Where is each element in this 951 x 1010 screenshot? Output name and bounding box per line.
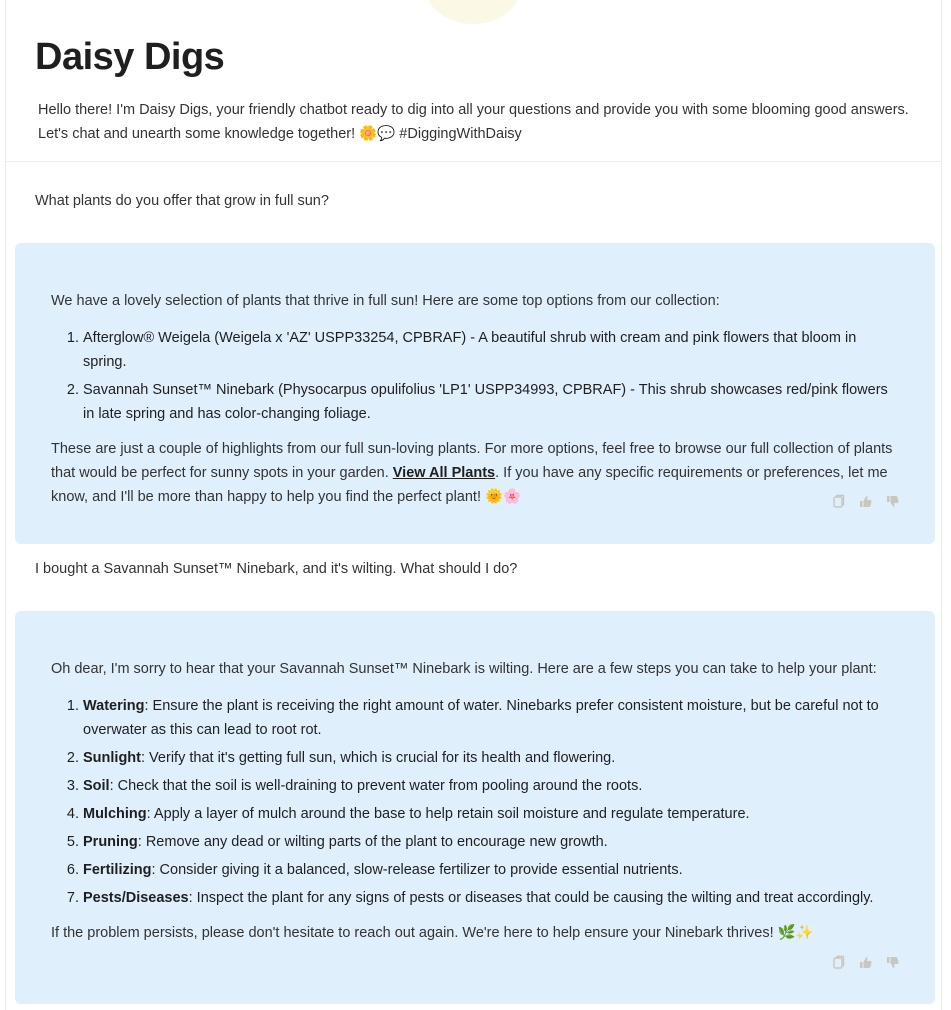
list-item: 2. Sunlight: Verify that it's getting full sun, which is crucial for its health and flowering.: [83, 746, 899, 770]
list-item: 1. Watering: Ensure the plant is receiving the right amount of water. Ninebarks prefer consistent moisture, but be careful not to overwater as this can lead to root rot.: [83, 694, 899, 742]
user-message: I bought a Savannah Sunset™ Ninebark, and it's wilting. What should I do?: [35, 561, 518, 577]
user-message: What plants do you offer that grow in full sun?: [35, 193, 329, 209]
thumbs-up-icon[interactable]: [859, 495, 872, 508]
header-divider: [6, 161, 942, 162]
copy-icon[interactable]: [833, 494, 845, 508]
intro-text: Hello there! I'm Daisy Digs, your friendly chatbot ready to dig into all your questions and provide you with some blooming good answers. Let's chat and unearth some knowledge together! 🌼💬 #DiggingWithDaisy: [38, 102, 909, 142]
list-item: 1. Afterglow® Weigela (Weigela x 'AZ' USPP33254, CPBRAF) - A beautiful shrub with cream and pink flowers that bloom in spring.: [83, 326, 899, 374]
care-steps-list: [51, 694, 899, 910]
list-item: 2. Savannah Sunset™ Ninebark (Physocarpus opulifolius 'LP1' USPP34993, CPBRAF) - This shrub showcases red/pink flowers in late spring and has color-changing foliage.: [83, 378, 899, 426]
thumbs-up-icon[interactable]: [859, 956, 872, 969]
copy-icon[interactable]: [833, 955, 845, 969]
view-all-plants-link[interactable]: View All Plants: [392, 465, 496, 481]
plant-list: [51, 326, 899, 426]
bot-message-lead: Oh dear, I'm sorry to hear that your Savannah Sunset™ Ninebark is wilting. Here are a few steps you can take to help your plant:: [51, 661, 877, 677]
thumbs-down-icon[interactable]: [886, 495, 899, 508]
bot-message-lead: We have a lovely selection of plants that thrive in full sun! Here are some top options from our collection:: [51, 293, 720, 309]
page-title: Daisy Digs: [35, 36, 225, 78]
list-item: 5. Pruning: Remove any dead or wilting parts of the plant to encourage new growth.: [83, 830, 899, 854]
list-item: 3. Soil: Check that the soil is well-draining to prevent water from pooling around the roots.: [83, 774, 899, 798]
bot-message-card: [15, 611, 935, 1004]
message-actions: [833, 494, 899, 508]
bot-message-closing: If the problem persists, please don't hesitate to reach out again. We're here to help ensure your Ninebark thrives! 🌿✨: [51, 925, 814, 941]
list-item: 6. Fertilizing: Consider giving it a balanced, slow-release fertilizer to provide essential nutrients.: [83, 858, 899, 882]
bot-message-card: [15, 243, 935, 544]
list-item: 4. Mulching: Apply a layer of mulch around the base to help retain soil moisture and regulate temperature.: [83, 802, 899, 826]
thumbs-down-icon[interactable]: [886, 956, 899, 969]
list-item: 7. Pests/Diseases: Inspect the plant for any signs of pests or diseases that could be causing the wilting and treat accordingly.: [83, 886, 899, 910]
bot-message-closing: These are just a couple of highlights from our full sun-loving plants. For more options, feel free to browse our full collection of plants that would be perfect for sunny spots in your garden. View All Plants. If you have any specific requirements or preferences, let me know, and I'll be more than happy to help you find the perfect plant! 🌞🌸: [51, 441, 893, 505]
message-actions: [833, 955, 899, 969]
